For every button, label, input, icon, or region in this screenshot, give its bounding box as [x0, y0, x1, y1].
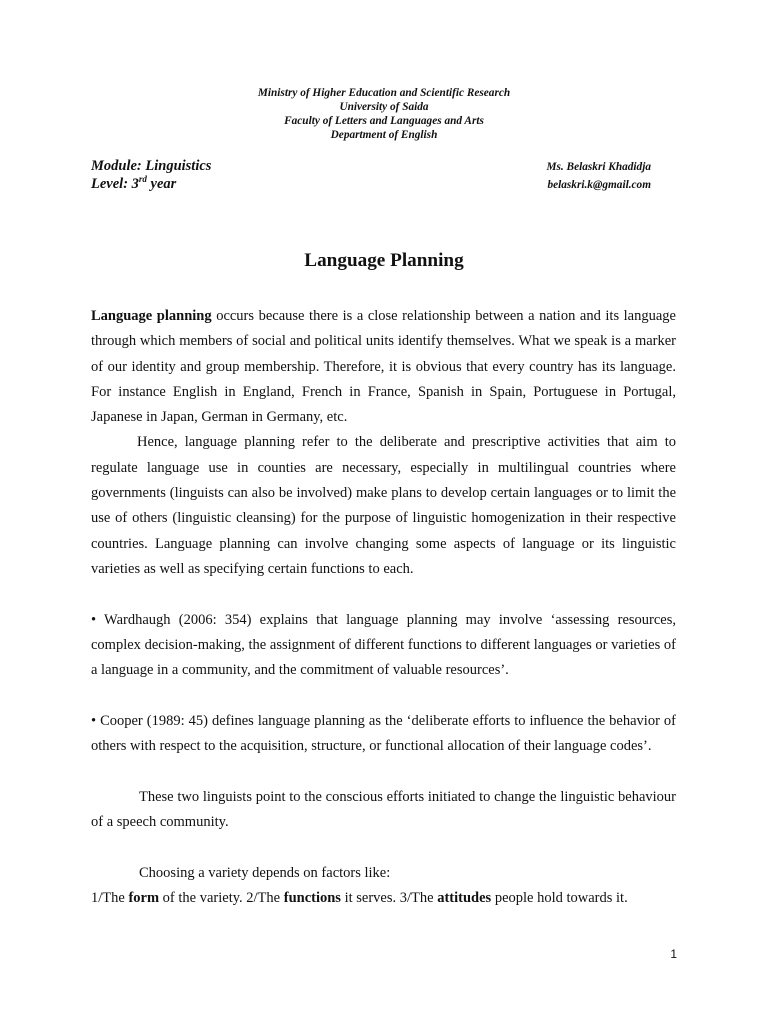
paragraph-conclusion: These two linguists point to the conscious efforts initiated to change the linguistic behaviour of a speech community. — [91, 788, 676, 830]
term-language-planning: Language planning — [91, 308, 212, 324]
quote-wardhaugh: • Wardhaugh (2006: 354) explains that language planning may involve ‘assessing resources, complex decision-making, the assignment of different functions to different languages or varieties of a language in a community, and the commitment of valuable resources’. — [91, 611, 676, 679]
institution-header — [0, 86, 768, 142]
course-info — [91, 157, 211, 193]
department-line: Department of English — [330, 129, 438, 141]
author-info — [546, 157, 651, 194]
document-body — [91, 304, 676, 911]
university-line: University of Saida — [339, 101, 429, 113]
paragraph-intro: Language planning occurs because there is a close relationship between a nation and its language through which members of social and political units identify themselves. What we speak is a marker of our identity and group membership. Therefore, it is obvious that every country has its language. For instance English in England, French in France, Spanish in Spain, Portuguese in Portugal, Japanese in Japan, German in Germany, etc. — [91, 308, 676, 426]
document-title: Language Planning — [304, 250, 464, 271]
author-name: Ms. Belaskri Khadidja — [546, 161, 651, 173]
module-label: Module: Linguistics — [91, 158, 212, 174]
author-email: belaskri.k@gmail.com — [547, 179, 651, 191]
quote-cooper: • Cooper (1989: 45) defines language planning as the ‘deliberate efforts to influence the behavior of others with respect to the acquisition, structure, or functional allocation of their language codes’. — [91, 712, 676, 755]
page-number: 1 — [670, 947, 677, 961]
ministry-line: Ministry of Higher Education and Scientific Research — [257, 87, 511, 99]
paragraph-factors-list: 1/The form of the variety. 2/The functions it serves. 3/The attitudes people hold towards it. — [91, 889, 628, 906]
paragraph-factors-intro: Choosing a variety depends on factors like: — [139, 864, 391, 881]
paragraph-definition: Hence, language planning refer to the deliberate and prescriptive activities that aim to regulate language use in counties are necessary, especially in multilingual countries where governments (linguists can also be involved) make plans to develop certain languages or to limit the use of others (linguistic cleansing) for the purpose of linguistic homogenization in their respective countries. Language planning can involve changing some aspects of language or its linguistic varieties as well as specifying certain functions to each. — [91, 434, 676, 577]
level-label: Level: 3rd year — [91, 174, 177, 192]
faculty-line: Faculty of Letters and Languages and Arts — [284, 115, 484, 127]
